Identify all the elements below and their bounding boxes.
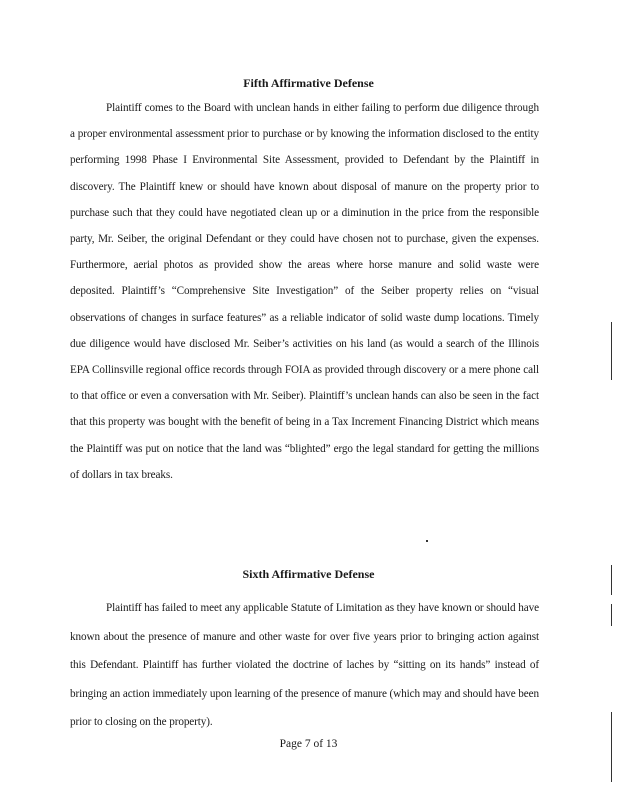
sixth-affirmative-defense-paragraph: Plaintiff has failed to meet any applicable Statute of Limitation as they have known or should have known about the presence of manure and other waste for over five years prior to bringing action against this Defendant. Plaintiff has further violated the doctrine of laches by “sitting on its hands” instead of bringing an action immediately upon learning of the presence of manure (which may and should have been prior to closing on the property). bbox=[70, 602, 539, 728]
fifth-affirmative-defense-heading: Fifth Affirmative Defense bbox=[243, 76, 374, 90]
scan-edge-mark bbox=[611, 604, 612, 626]
fifth-affirmative-defense-paragraph: Plaintiff comes to the Board with unclean hands in either failing to perform due diligence through a proper environmental assessment prior to purchase or by knowing the information disclosed to the entity performing 1998 Phase I Environmental Site Assessment, provided to Defendant by the Plaintiff in discovery. The Plaintiff knew or should have known about disposal of manure on the property prior to purchase such that they could have negotiated clean up or a diminution in the price from the responsible party, Mr. Seiber, the original Defendant or they could have chosen not to purchase, given the expenses. Furthermore, aerial photos as provided show the areas where horse manure and solid waste were deposited. Plaintiff’s “Comprehensive Site Investigation” of the Seiber property relies on “visual observations of changes in surface features” as a reliable indicator of solid waste dump locations. Timely due diligence would have disclosed Mr. Seiber’s activities on his land (as would a search of the Illinois EPA Collinsville regional office records through FOIA as provided through discovery or a mere phone call to that office or even a conversation with Mr. Seiber). Plaintiff’s unclean hands can also be seen in the fact that this property was bought with the benefit of being in a Tax Increment Financing District which means the Plaintiff was put on notice that the land was “blighted” ergo the legal standard for getting the millions of dollars in tax breaks. bbox=[70, 102, 539, 481]
scan-edge-mark bbox=[611, 712, 612, 782]
page-number-footer: Page 7 of 13 bbox=[279, 738, 338, 750]
scan-edge-mark bbox=[611, 565, 612, 595]
sixth-affirmative-defense-heading: Sixth Affirmative Defense bbox=[242, 567, 375, 581]
scan-edge-mark bbox=[611, 322, 612, 380]
scan-speck bbox=[426, 540, 428, 542]
